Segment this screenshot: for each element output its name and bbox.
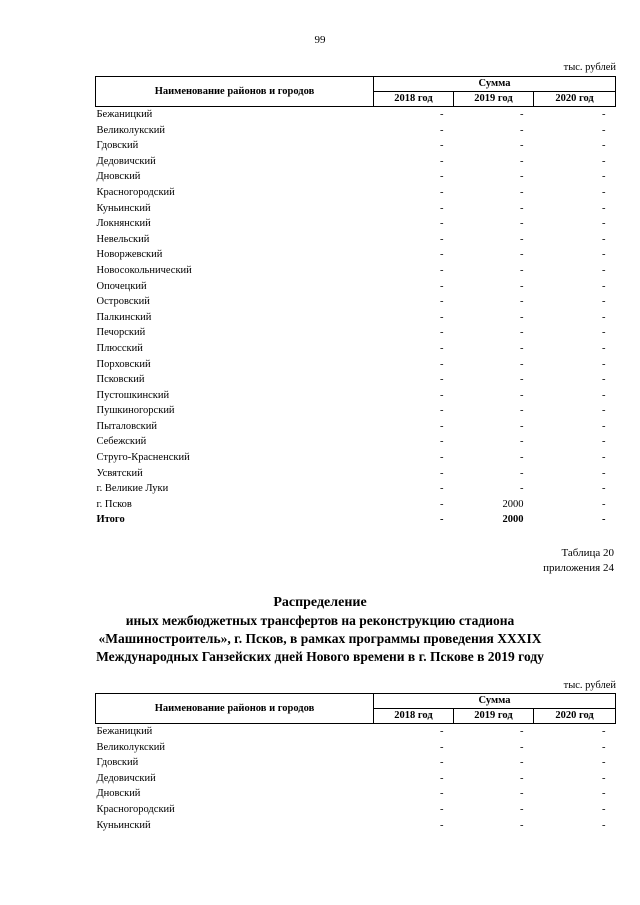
amount-2018: -	[440, 757, 444, 769]
amount-2020: -	[602, 757, 606, 769]
amount-2020: -	[602, 803, 606, 815]
amount-2018: -	[440, 327, 444, 339]
amount-2019: -	[520, 483, 524, 495]
district-name: Себежский	[96, 436, 147, 448]
amount-2020: -	[602, 233, 606, 245]
district-name: Островский	[96, 296, 150, 308]
amount-2018: -	[440, 803, 444, 815]
section-title-line-3: «Машиностроитель», г. Псков, в рамках программы проведения XXXIX	[98, 631, 542, 646]
amount-2019: -	[520, 124, 524, 136]
amount-2018: -	[440, 452, 444, 464]
district-name: Опочецкий	[96, 280, 147, 292]
amount-2020: -	[602, 109, 606, 120]
district-name: Дновский	[96, 171, 141, 183]
amount-2018: -	[440, 374, 444, 386]
units-label-table-2: тыс. рублей	[563, 680, 616, 691]
amount-2018: -	[440, 436, 444, 448]
amount-2019: -	[520, 757, 524, 769]
amount-2018: -	[440, 202, 444, 214]
amount-2018: -	[440, 420, 444, 432]
district-name: Печорский	[96, 327, 146, 339]
amount-2020: -	[602, 772, 606, 784]
amount-2018: -	[440, 264, 444, 276]
amount-2020: -	[602, 420, 606, 432]
table-row	[96, 263, 616, 279]
table-row	[96, 107, 616, 123]
total-row	[96, 512, 616, 528]
amount-2020: -	[602, 280, 606, 292]
district-name: Новосокольнический	[96, 264, 192, 276]
amount-2019: -	[520, 202, 524, 214]
table-row	[96, 755, 616, 771]
amount-2019: -	[520, 249, 524, 261]
column-header-2020: 2020 год	[534, 92, 616, 107]
amount-2018: -	[440, 140, 444, 152]
amount-2018: -	[440, 772, 444, 784]
amount-2020: -	[602, 218, 606, 230]
amount-2018: -	[440, 186, 444, 198]
amount-2019: -	[520, 467, 524, 479]
amount-2020: -	[602, 140, 606, 152]
section-title-line-1: Распределение	[273, 595, 367, 610]
amount-2020: -	[602, 483, 606, 495]
amount-2019: -	[520, 171, 524, 183]
amount-2018: -	[440, 124, 444, 136]
district-name: Дедовичский	[96, 155, 156, 167]
amount-2019: -	[520, 327, 524, 339]
amount-2019: -	[520, 155, 524, 167]
amount-2019: -	[520, 452, 524, 464]
table-row	[96, 388, 616, 404]
district-name: Куньинский	[96, 819, 151, 831]
column-header-2019: 2019 год	[454, 709, 534, 724]
district-name: Великолукский	[96, 124, 166, 136]
district-name: Пустошкинский	[96, 389, 170, 401]
table-row	[96, 279, 616, 295]
table-row	[96, 294, 616, 310]
table-2-body	[96, 724, 616, 834]
amount-2020: -	[602, 358, 606, 370]
table-row	[96, 310, 616, 326]
district-name: Усвятский	[96, 467, 143, 479]
district-name: Куньинский	[96, 202, 151, 214]
amount-2019: -	[520, 342, 524, 354]
district-name: Порховский	[96, 358, 151, 370]
district-name: Пушкиногорский	[96, 405, 175, 417]
amount-2018: -	[440, 514, 444, 526]
amount-2019: -	[520, 374, 524, 386]
table-row	[96, 786, 616, 802]
amount-2020: -	[602, 514, 606, 526]
amount-2020: -	[602, 389, 606, 401]
district-name: Дновский	[96, 788, 141, 800]
amount-2019: -	[520, 405, 524, 417]
amount-2020: -	[602, 342, 606, 354]
amount-2018: -	[440, 233, 444, 245]
amount-2019: -	[520, 389, 524, 401]
amount-2019: -	[520, 726, 524, 737]
amount-2020: -	[602, 498, 606, 510]
amount-2018: -	[440, 109, 444, 120]
table-row	[96, 497, 616, 513]
district-name: Красногородский	[96, 803, 175, 815]
amount-2020: -	[602, 788, 606, 800]
amount-2020: -	[602, 124, 606, 136]
district-name: Палкинский	[96, 311, 152, 323]
amount-2019: -	[520, 233, 524, 245]
table-row	[96, 138, 616, 154]
table-row	[96, 450, 616, 466]
table-row	[96, 434, 616, 450]
district-name: г. Великие Луки	[96, 483, 169, 495]
amount-2018: -	[440, 280, 444, 292]
amount-2018: -	[440, 311, 444, 323]
amount-2019: -	[520, 140, 524, 152]
section-title-line-2: иных межбюджетных трансфертов на реконструкцию стадиона	[125, 613, 515, 628]
amount-2018: -	[440, 483, 444, 495]
section-title-line-4: Международных Ганзейских дней Нового времени в г. Пскове в 2019 году	[96, 649, 544, 664]
table-row	[96, 185, 616, 201]
table-1-body	[96, 107, 616, 529]
amount-2019: -	[520, 819, 524, 831]
table-row	[96, 818, 616, 834]
district-name: Невельский	[96, 233, 150, 245]
amount-2018: -	[440, 741, 444, 753]
table-row	[96, 247, 616, 263]
amount-2019: -	[520, 296, 524, 308]
table-row	[96, 466, 616, 482]
district-name: Струго-Красненский	[96, 452, 190, 464]
amount-2019: -	[520, 358, 524, 370]
amount-2018: -	[440, 498, 444, 510]
table-row	[96, 123, 616, 139]
column-header-2019: 2019 год	[454, 92, 534, 107]
district-name: Новоржевский	[96, 249, 163, 261]
amount-2018: -	[440, 218, 444, 230]
amount-2020: -	[602, 374, 606, 386]
amount-2019: -	[520, 109, 524, 120]
amount-2020: -	[602, 202, 606, 214]
amount-2020: -	[602, 452, 606, 464]
amount-2019: -	[520, 772, 524, 784]
table-row	[96, 357, 616, 373]
district-name: Великолукский	[96, 741, 166, 753]
table-row	[96, 232, 616, 248]
amount-2019: 2000	[502, 498, 524, 510]
table-row	[96, 771, 616, 787]
amount-2020: -	[602, 467, 606, 479]
district-name: Плюсский	[96, 342, 143, 354]
transfers-table-1	[95, 76, 615, 528]
table-row	[96, 216, 616, 232]
district-name: Псковский	[96, 374, 145, 386]
amount-2020: -	[602, 819, 606, 831]
appendix-number: приложения 24	[543, 562, 614, 574]
amount-2018: -	[440, 405, 444, 417]
table-row	[96, 740, 616, 756]
amount-2020: -	[602, 726, 606, 737]
table-row	[96, 341, 616, 357]
district-name: Гдовский	[96, 757, 139, 769]
amount-2020: -	[602, 249, 606, 261]
amount-2019: -	[520, 741, 524, 753]
amount-2020: -	[602, 405, 606, 417]
amount-2018: -	[440, 342, 444, 354]
amount-2020: -	[602, 264, 606, 276]
amount-2020: -	[602, 436, 606, 448]
table-row	[96, 169, 616, 185]
column-header-name: Наименование районов и городов	[96, 77, 374, 107]
table-row	[96, 154, 616, 170]
amount-2019: -	[520, 436, 524, 448]
column-header-2020: 2020 год	[534, 709, 616, 724]
amount-2018: -	[440, 171, 444, 183]
amount-2020: -	[602, 311, 606, 323]
amount-2020: -	[602, 186, 606, 198]
amount-2018: -	[440, 296, 444, 308]
table-number: Таблица 20	[561, 547, 614, 559]
page-number: 99	[314, 34, 326, 46]
amount-2020: -	[602, 171, 606, 183]
section-title	[0, 594, 640, 666]
amount-2019: -	[520, 803, 524, 815]
table-row	[96, 201, 616, 217]
amount-2020: -	[602, 741, 606, 753]
amount-2018: -	[440, 155, 444, 167]
amount-2019: 2000	[502, 514, 524, 526]
amount-2019: -	[520, 218, 524, 230]
table-label	[543, 546, 614, 576]
district-name: Пыталовский	[96, 420, 157, 432]
amount-2018: -	[440, 358, 444, 370]
total-label: Итого	[96, 514, 125, 526]
amount-2019: -	[520, 264, 524, 276]
district-name: Гдовский	[96, 140, 139, 152]
column-header-2018: 2018 год	[374, 709, 454, 724]
amount-2018: -	[440, 788, 444, 800]
column-header-2018: 2018 год	[374, 92, 454, 107]
column-header-sum: Сумма	[374, 77, 616, 92]
column-header-name: Наименование районов и городов	[96, 694, 374, 724]
amount-2018: -	[440, 389, 444, 401]
table-row	[96, 481, 616, 497]
district-name: Бежаницкий	[96, 726, 153, 737]
amount-2020: -	[602, 296, 606, 308]
amount-2020: -	[602, 155, 606, 167]
table-row	[96, 419, 616, 435]
district-name: Локнянский	[96, 218, 151, 230]
amount-2018: -	[440, 726, 444, 737]
amount-2020: -	[602, 327, 606, 339]
table-row	[96, 325, 616, 341]
table-row	[96, 802, 616, 818]
table-row	[96, 724, 616, 740]
table-row	[96, 403, 616, 419]
transfers-table-2	[95, 693, 615, 833]
amount-2019: -	[520, 788, 524, 800]
amount-2019: -	[520, 311, 524, 323]
district-name: г. Псков	[96, 498, 132, 510]
district-name: Красногородский	[96, 186, 175, 198]
amount-2018: -	[440, 819, 444, 831]
amount-2019: -	[520, 280, 524, 292]
units-label-table-1: тыс. рублей	[563, 62, 616, 73]
amount-2019: -	[520, 420, 524, 432]
amount-2018: -	[440, 467, 444, 479]
amount-2019: -	[520, 186, 524, 198]
column-header-sum: Сумма	[374, 694, 616, 709]
amount-2018: -	[440, 249, 444, 261]
table-row	[96, 372, 616, 388]
district-name: Дедовичский	[96, 772, 156, 784]
district-name: Бежаницкий	[96, 109, 153, 120]
